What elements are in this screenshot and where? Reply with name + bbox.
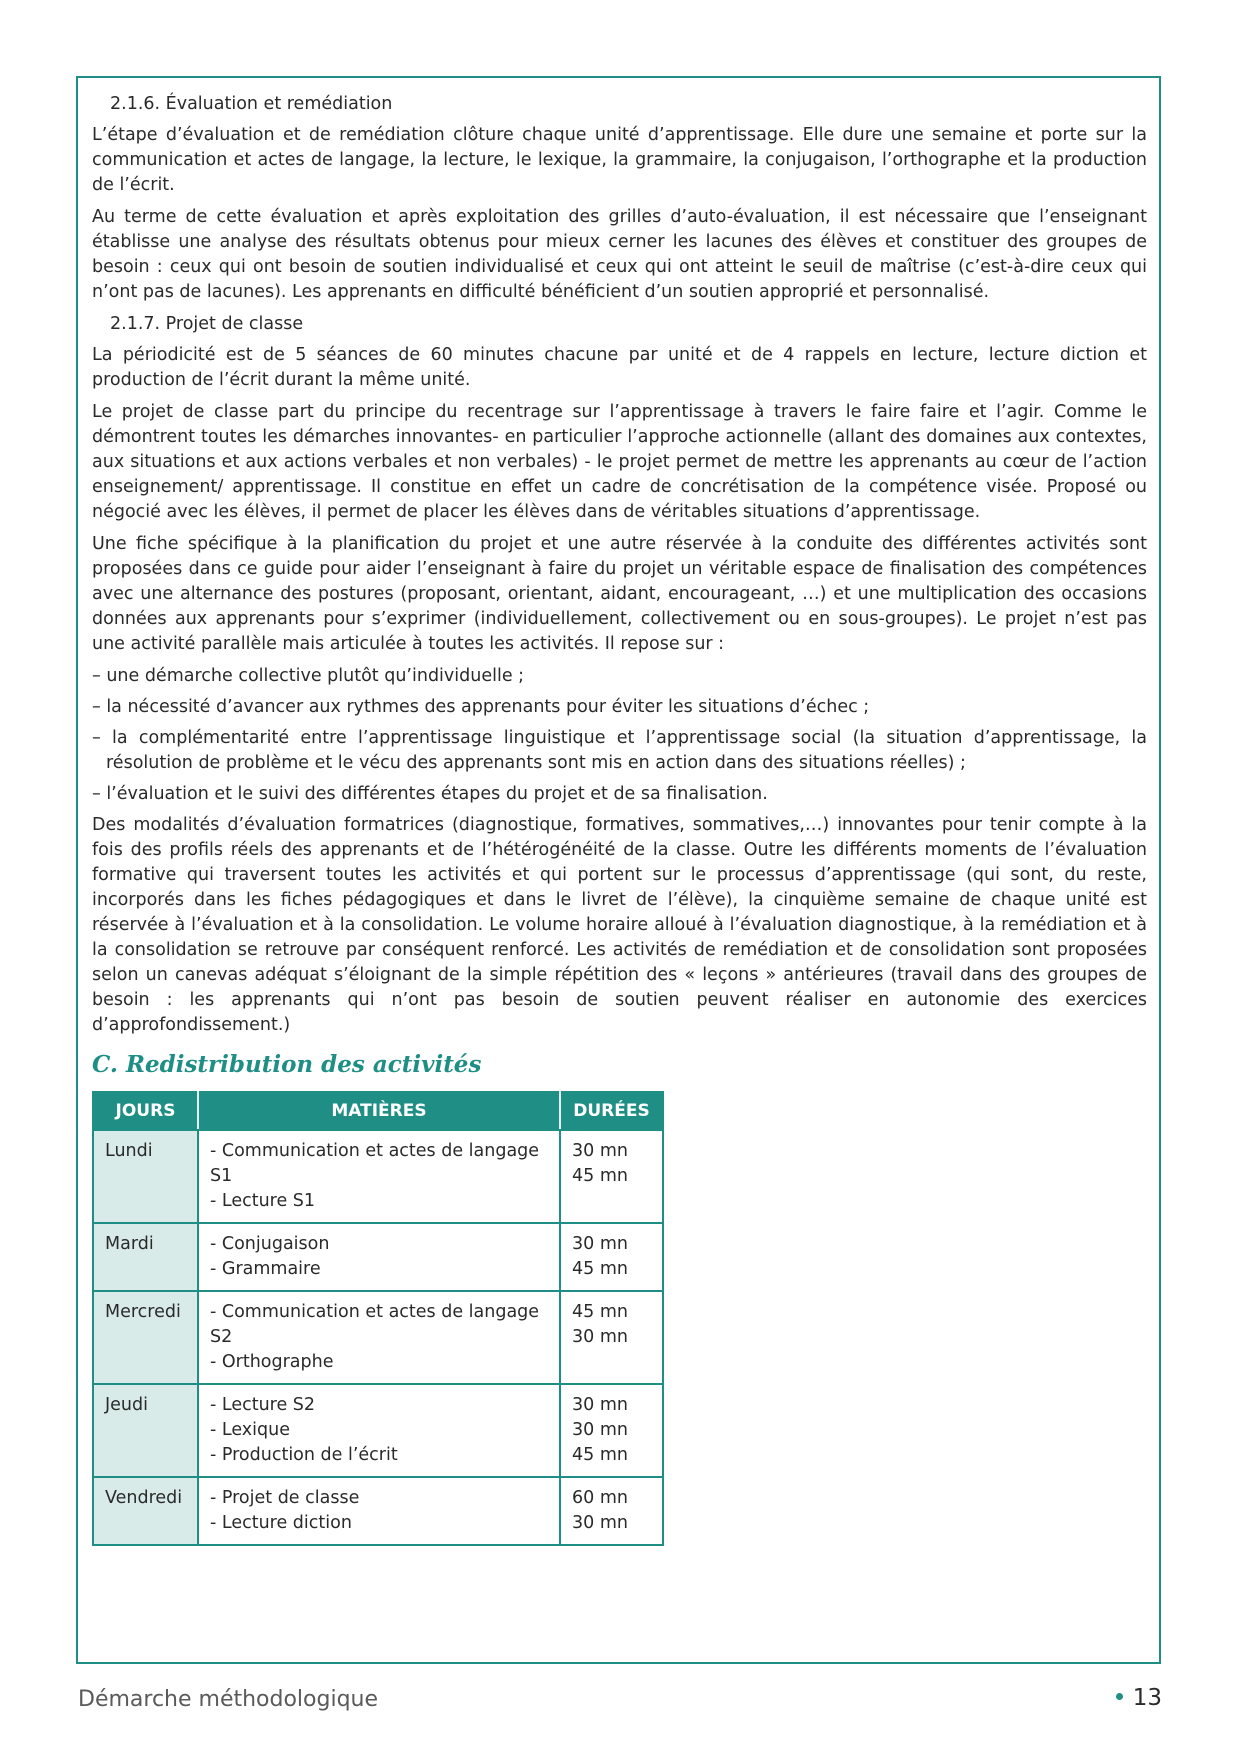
footer-title: Démarche méthodologique [78,1687,379,1712]
subject-line: - Conjugaison [210,1234,330,1254]
list-item: – une démarche collective plutôt qu’individuelle ; [92,666,525,686]
duration-line: 30 mn [572,1234,628,1254]
subject-line: - Communication et actes de langage S2 [210,1302,540,1347]
durations-cell [560,1130,663,1223]
durations-cell [560,1477,663,1545]
subject-line: - Production de l’écrit [210,1445,398,1465]
duration-line: 30 mn [572,1513,628,1533]
duration-line: 45 mn [572,1259,628,1279]
day-cell: Vendredi [93,1477,198,1545]
header-subjects: MATIÈRES [198,1092,560,1130]
duration-line: 30 mn [572,1141,628,1161]
section-217-heading: 2.1.7. Projet de classe [110,314,304,334]
duration-line: 60 mn [572,1488,628,1508]
subject-line: - Lexique [210,1420,290,1440]
paragraph: Le projet de classe part du principe du recentrage sur l’apprentissage à travers le faire faire et l’agir. Comme le démontrent toutes les démarches innovantes- en particulier l’approche actionnelle (allant des domaines aux contextes, aux situations et aux actions verbales et non verbales) - le projet permet de mettre les apprenants au cœur de l’action enseignement/ apprentissage. Il constitue en effet un cadre de concrétisation de la compétence visée. Proposé ou négocié avec les élèves, il permet de placer les élèves dans de véritables situations d’apprentissage. [92,402,1147,522]
subjects-cell [198,1130,560,1223]
table-header-row [93,1092,663,1130]
header-days: JOURS [93,1092,198,1130]
paragraph: Une fiche spécifique à la planification du projet et une autre réservée à la conduite des différentes activités sont proposées dans ce guide pour aider l’enseignant à faire du projet un véritable espace de finalisation des compétences avec une alternance des postures (proposant, orientant, aidant, encourageant, …) et une multiplication des occasions données aux apprenants pour s’exprimer (individuellement, collectivement ou en sous-groupes). Le projet n’est pas une activité parallèle mais articulée à toutes les activités. Il repose sur : [92,534,1147,654]
table-row [93,1384,663,1477]
table-row [93,1291,663,1384]
subject-line: - Communication et actes de langage S1 [210,1141,540,1186]
subject-line: - Projet de classe [210,1488,360,1508]
section-216-heading: 2.1.6. Évaluation et remédiation [110,94,393,114]
schedule-table [92,1091,664,1546]
subject-line: - Grammaire [210,1259,321,1279]
day-cell: Mercredi [93,1291,198,1384]
paragraph: Au terme de cette évaluation et après exploitation des grilles d’auto-évaluation, il est nécessaire que l’enseignant établisse une analyse des résultats obtenus pour mieux cerner les lacunes des élèves et constituer des groupes de besoin : ceux qui ont besoin de soutien individualisé et ceux qui ont atteint le seuil de maîtrise (c’est-à-dire ceux qui n’ont pas de lacunes). Les apprenants en difficulté bénéficient d’un soutien approprié et personnalisé. [92,207,1147,302]
list-item: – la complémentarité entre l’apprentissage linguistique et l’apprentissage social (la situation d’apprentissage, la résolution de problème et le vécu des apprenants sont mis en action dans des situations réelles) ; [92,728,1147,773]
paragraph: La périodicité est de 5 séances de 60 minutes chacune par unité et de 4 rappels en lecture, lecture diction et production de l’écrit durant la même unité. [92,345,1147,390]
header-durations: DURÉES [560,1092,663,1130]
subject-line: - Lecture S1 [210,1191,316,1211]
subject-line: - Orthographe [210,1352,334,1372]
day-cell: Mardi [93,1223,198,1291]
page-content [92,92,1147,1546]
table-row [93,1130,663,1223]
duration-line: 30 mn [572,1395,628,1415]
subjects-cell [198,1477,560,1545]
bullet-dot-icon [1116,1693,1123,1700]
durations-cell [560,1223,663,1291]
page-number-block [1116,1685,1162,1711]
paragraph: Des modalités d’évaluation formatrices (diagnostique, formatives, sommatives,…) innovantes pour tenir compte à la fois des profils réels des apprenants et de l’hétérogénéité de la classe. Outre les différents moments de l’évaluation formative qui traversent toutes les activités et qui portent sur le processus d’apprentissage (qui sont, du reste, incorporés dans les fiches pédagogiques et dans le livret de l’élève), la cinquième semaine de chaque unité est réservée à l’évaluation et à la consolidation. Le volume horaire alloué à l’évaluation diagnostique, à la remédiation et à la consolidation se retrouve par conséquent renforcé. Les activités de remédiation et de consolidation sont proposées selon un canevas adéquat s’éloignant de la simple répétition des « leçons » antérieures (travail dans des groupes de besoin : les apprenants qui n’ont pas besoin de soutien peuvent réaliser en autonomie des exercices d’approfondissement.) [92,815,1147,1035]
page-number: 13 [1132,1685,1162,1711]
durations-cell [560,1291,663,1384]
duration-line: 45 mn [572,1445,628,1465]
table-row [93,1223,663,1291]
durations-cell [560,1384,663,1477]
subjects-cell [198,1291,560,1384]
subjects-cell [198,1384,560,1477]
subject-line: - Lecture S2 [210,1395,316,1415]
list-item: – l’évaluation et le suivi des différentes étapes du projet et de sa finalisation. [92,784,768,804]
day-cell: Jeudi [93,1384,198,1477]
duration-line: 30 mn [572,1327,628,1347]
subjects-cell [198,1223,560,1291]
duration-line: 45 mn [572,1166,628,1186]
duration-line: 45 mn [572,1302,628,1322]
duration-line: 30 mn [572,1420,628,1440]
list-item: – la nécessité d’avancer aux rythmes des apprenants pour éviter les situations d’échec ; [92,697,870,717]
section-c-title: C. Redistribution des activités [92,1051,482,1078]
bullet-list [92,664,1147,807]
day-cell: Lundi [93,1130,198,1223]
paragraph: L’étape d’évaluation et de remédiation clôture chaque unité d’apprentissage. Elle dure une semaine et porte sur la communication et actes de langage, la lecture, le lexique, la grammaire, la conjugaison, l’orthographe et la production de l’écrit. [92,125,1147,195]
subject-line: - Lecture diction [210,1513,352,1533]
table-row [93,1477,663,1545]
